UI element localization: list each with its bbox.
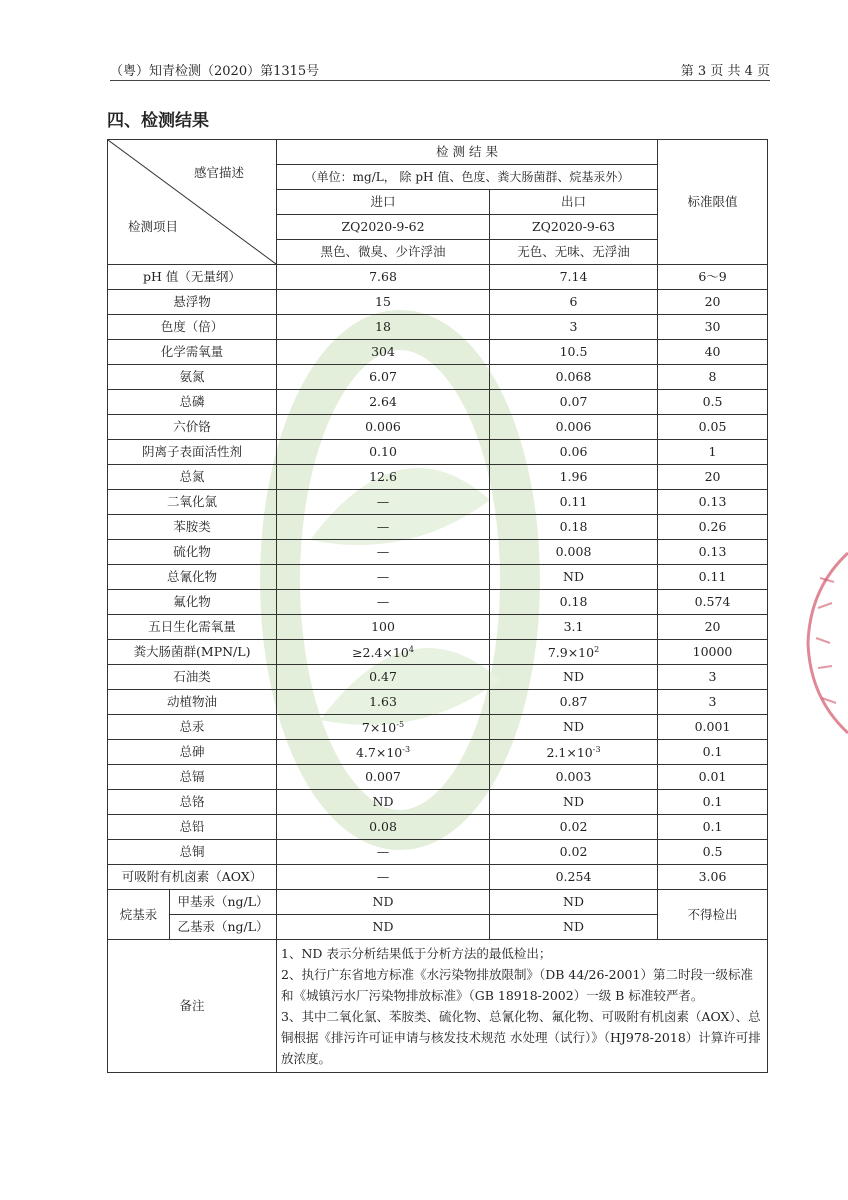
- results-table: [107, 139, 768, 1073]
- table-row: [108, 640, 768, 665]
- item-name: pH 值（无量纲）: [108, 265, 277, 290]
- limit-value: 0.5: [658, 840, 768, 865]
- item-name: 总磷: [108, 390, 277, 415]
- table-row: [108, 415, 768, 440]
- item-name: 氨氮: [108, 365, 277, 390]
- remark-line: 2、执行广东省地方标准《水污染物排放限制》（DB 44/26-2001）第二时段一级标准和《城镇污水厂污染物排放标准》（GB 18918-2002）一级 B 标准较严者。: [281, 967, 753, 1003]
- outlet-header: 出口: [490, 190, 658, 215]
- inlet-value: ND: [277, 790, 490, 815]
- outlet-value: 0.02: [490, 815, 658, 840]
- alkyl-group-label: 烷基汞: [108, 890, 170, 940]
- value-base: ≥2.4×10: [352, 645, 409, 661]
- results-title: 检 测 结 果: [277, 140, 658, 165]
- inlet-value: 18: [277, 315, 490, 340]
- outlet-desc: 无色、无味、无浮油: [490, 240, 658, 265]
- item-name: 六价铬: [108, 415, 277, 440]
- item-name: 总氮: [108, 465, 277, 490]
- limit-value: 6～9: [658, 265, 768, 290]
- inlet-value: —: [277, 540, 490, 565]
- report-number: （粤）知青检测（2020）第1315号: [110, 64, 320, 79]
- section-title: 四、检测结果: [107, 111, 209, 131]
- limit-value: 20: [658, 465, 768, 490]
- item-name: 总铬: [108, 790, 277, 815]
- table-row: [108, 340, 768, 365]
- outlet-value: ND: [490, 665, 658, 690]
- remark-line: 3、其中二氧化氯、苯胺类、硫化物、总氰化物、氟化物、可吸附有机卤素（AOX）、总铜根据《排污许可证申请与核发技术规范 水处理（试行）》（HJ978-2018）计算许可排放浓度。: [281, 1009, 761, 1066]
- item-name: 动植物油: [108, 690, 277, 715]
- item-name: 总汞: [108, 715, 277, 740]
- item-name: 粪大肠菌群(MPN/L): [108, 640, 277, 665]
- outlet-value: [490, 740, 658, 765]
- remarks-label: 备注: [108, 940, 277, 1073]
- table-row: [108, 365, 768, 390]
- limit-value: 0.1: [658, 815, 768, 840]
- page-info: 第 3 页 共 4 页: [680, 64, 770, 79]
- corner-cell: [108, 140, 277, 265]
- limit-value: 0.13: [658, 540, 768, 565]
- limit-value: 3: [658, 665, 768, 690]
- outlet-value: 0.02: [490, 840, 658, 865]
- outlet-value: ND: [490, 790, 658, 815]
- inlet-value: —: [277, 840, 490, 865]
- inlet-value: 2.64: [277, 390, 490, 415]
- table-row: [108, 665, 768, 690]
- value-exponent: -3: [592, 745, 601, 755]
- inlet-value: ND: [277, 890, 490, 915]
- inlet-value: 0.08: [277, 815, 490, 840]
- item-name: 总氰化物: [108, 565, 277, 590]
- item-name: 化学需氧量: [108, 340, 277, 365]
- outlet-value: 0.18: [490, 515, 658, 540]
- limit-value: 0.01: [658, 765, 768, 790]
- inlet-value: [277, 640, 490, 665]
- table-row: [108, 390, 768, 415]
- table-row: [108, 565, 768, 590]
- outlet-value: 0.006: [490, 415, 658, 440]
- inlet-value: —: [277, 490, 490, 515]
- limit-value: 20: [658, 290, 768, 315]
- limit-value: 8: [658, 365, 768, 390]
- outlet-value: 10.5: [490, 340, 658, 365]
- inlet-value: —: [277, 565, 490, 590]
- item-name: 氟化物: [108, 590, 277, 615]
- outlet-value: 0.11: [490, 490, 658, 515]
- outlet-value: ND: [490, 915, 658, 940]
- results-unit: （单位：mg/L， 除 pH 值、色度、粪大肠菌群、烷基汞外）: [277, 165, 658, 190]
- value-base: 7×10: [361, 720, 397, 736]
- value-base: 2.1×10: [546, 745, 593, 761]
- table-row: [108, 765, 768, 790]
- inlet-value: ND: [277, 915, 490, 940]
- table-row: [108, 840, 768, 865]
- limit-value: 0.1: [658, 740, 768, 765]
- item-name: 二氧化氯: [108, 490, 277, 515]
- item-name: 硫化物: [108, 540, 277, 565]
- limit-value: 0.13: [658, 490, 768, 515]
- value-base: 4.7×10: [355, 745, 403, 761]
- remark-line: 1、ND 表示分析结果低于分析方法的最低检出；: [281, 946, 552, 961]
- table-row: [108, 515, 768, 540]
- inlet-value: 304: [277, 340, 490, 365]
- table-row: [108, 440, 768, 465]
- inlet-value: 15: [277, 290, 490, 315]
- table-row: [108, 940, 768, 1073]
- outlet-value: 0.068: [490, 365, 658, 390]
- inlet-value: —: [277, 515, 490, 540]
- outlet-value: 0.07: [490, 390, 658, 415]
- value-exponent: 4: [408, 645, 414, 655]
- limit-value: 0.05: [658, 415, 768, 440]
- inlet-sample: ZQ2020-9-62: [277, 215, 490, 240]
- item-name: 可吸附有机卤素（AOX）: [108, 865, 277, 890]
- limit-value: 0.1: [658, 790, 768, 815]
- item-name: 乙基汞（ng/L）: [170, 915, 277, 940]
- limit-value: 0.574: [658, 590, 768, 615]
- inlet-desc: 黑色、微臭、少许浮油: [277, 240, 490, 265]
- outlet-value: ND: [490, 565, 658, 590]
- table-row: [108, 465, 768, 490]
- inlet-value: —: [277, 590, 490, 615]
- item-name: 石油类: [108, 665, 277, 690]
- inlet-value: 7.68: [277, 265, 490, 290]
- outlet-value: ND: [490, 890, 658, 915]
- limit-value: 30: [658, 315, 768, 340]
- inlet-value: —: [277, 865, 490, 890]
- limit-value: 3.06: [658, 865, 768, 890]
- outlet-value: 0.87: [490, 690, 658, 715]
- outlet-value: 6: [490, 290, 658, 315]
- outlet-value: ND: [490, 715, 658, 740]
- outlet-value: 0.254: [490, 865, 658, 890]
- outlet-value: 0.18: [490, 590, 658, 615]
- value-exponent: -3: [402, 745, 411, 755]
- table-row: [108, 690, 768, 715]
- inlet-value: 1.63: [277, 690, 490, 715]
- limit-value: 0.001: [658, 715, 768, 740]
- limit-value: 10000: [658, 640, 768, 665]
- table-row: [108, 265, 768, 290]
- inlet-value: 12.6: [277, 465, 490, 490]
- table-row: [108, 315, 768, 340]
- limit-value: 0.26: [658, 515, 768, 540]
- item-name: 色度（倍）: [108, 315, 277, 340]
- item-name: 五日生化需氧量: [108, 615, 277, 640]
- value-exponent: -5: [396, 720, 405, 730]
- table-row: [108, 590, 768, 615]
- table-row: [108, 865, 768, 890]
- limit-header: 标准限值: [658, 140, 768, 265]
- outlet-sample: ZQ2020-9-63: [490, 215, 658, 240]
- limit-value: 3: [658, 690, 768, 715]
- inlet-value: 100: [277, 615, 490, 640]
- table-row: [108, 790, 768, 815]
- inlet-value: 6.07: [277, 365, 490, 390]
- limit-value: 40: [658, 340, 768, 365]
- inlet-value: 0.10: [277, 440, 490, 465]
- remarks-content: [277, 940, 768, 1073]
- outlet-value: 0.008: [490, 540, 658, 565]
- inlet-header: 进口: [277, 190, 490, 215]
- outlet-value: 0.06: [490, 440, 658, 465]
- item-name: 阴离子表面活性剂: [108, 440, 277, 465]
- limit-value: 0.5: [658, 390, 768, 415]
- table-row: [108, 615, 768, 640]
- limit-value: 20: [658, 615, 768, 640]
- outlet-value: 1.96: [490, 465, 658, 490]
- corner-top-label: 感官描述: [194, 165, 245, 180]
- inlet-value: 0.007: [277, 765, 490, 790]
- inlet-value: 0.006: [277, 415, 490, 440]
- table-row: [108, 740, 768, 765]
- item-name: 苯胺类: [108, 515, 277, 540]
- item-name: 总砷: [108, 740, 277, 765]
- limit-value: 不得检出: [658, 890, 768, 940]
- item-name: 总铜: [108, 840, 277, 865]
- value-exponent: 2: [594, 645, 600, 655]
- outlet-value: 0.003: [490, 765, 658, 790]
- item-name: 总铅: [108, 815, 277, 840]
- table-row: [108, 890, 768, 915]
- table-row: [108, 540, 768, 565]
- table-row: [108, 290, 768, 315]
- limit-value: 0.11: [658, 565, 768, 590]
- limit-value: 1: [658, 440, 768, 465]
- item-name: 悬浮物: [108, 290, 277, 315]
- outlet-value: 7.14: [490, 265, 658, 290]
- table-row: [108, 715, 768, 740]
- table-row: [108, 490, 768, 515]
- page-header: [110, 58, 770, 81]
- red-stamp: [800, 548, 848, 738]
- item-name: 总镉: [108, 765, 277, 790]
- inlet-value: 0.47: [277, 665, 490, 690]
- table-row: [108, 815, 768, 840]
- inlet-value: [277, 740, 490, 765]
- outlet-value: [490, 640, 658, 665]
- corner-bottom-label: 检测项目: [128, 219, 179, 234]
- inlet-value: [277, 715, 490, 740]
- item-name: 甲基汞（ng/L）: [170, 890, 277, 915]
- outlet-value: 3.1: [490, 615, 658, 640]
- value-base: 7.9×10: [547, 645, 595, 661]
- outlet-value: 3: [490, 315, 658, 340]
